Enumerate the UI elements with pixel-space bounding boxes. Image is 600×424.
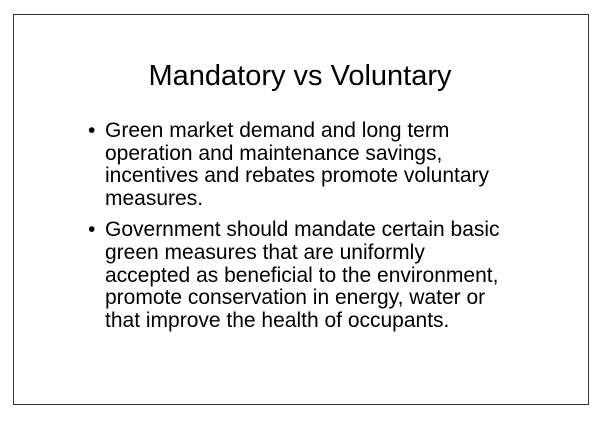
bullet-line: Green market demand and long term	[105, 119, 450, 142]
bullet-line: incentives and rebates promote voluntary	[105, 164, 490, 188]
bullet-list	[88, 120, 568, 341]
bullet-line: green measures that are uniformly	[105, 240, 425, 264]
bullet-line: operation and maintenance savings,	[105, 141, 443, 165]
bullet-icon: •	[88, 218, 96, 242]
bullet-line: Government should mandate certain basic	[105, 218, 500, 242]
bullet-item	[88, 120, 568, 211]
bullet-line: accepted as beneficial to the environment,	[105, 263, 499, 287]
bullet-line: that improve the health of occupants.	[105, 309, 450, 333]
bullet-icon: •	[88, 119, 96, 142]
bullet-item	[88, 219, 568, 333]
bullet-line: promote conservation in energy, water or	[105, 286, 486, 310]
slide-title: Mandatory vs Voluntary	[148, 60, 452, 92]
bullet-line: measures.	[105, 187, 204, 211]
